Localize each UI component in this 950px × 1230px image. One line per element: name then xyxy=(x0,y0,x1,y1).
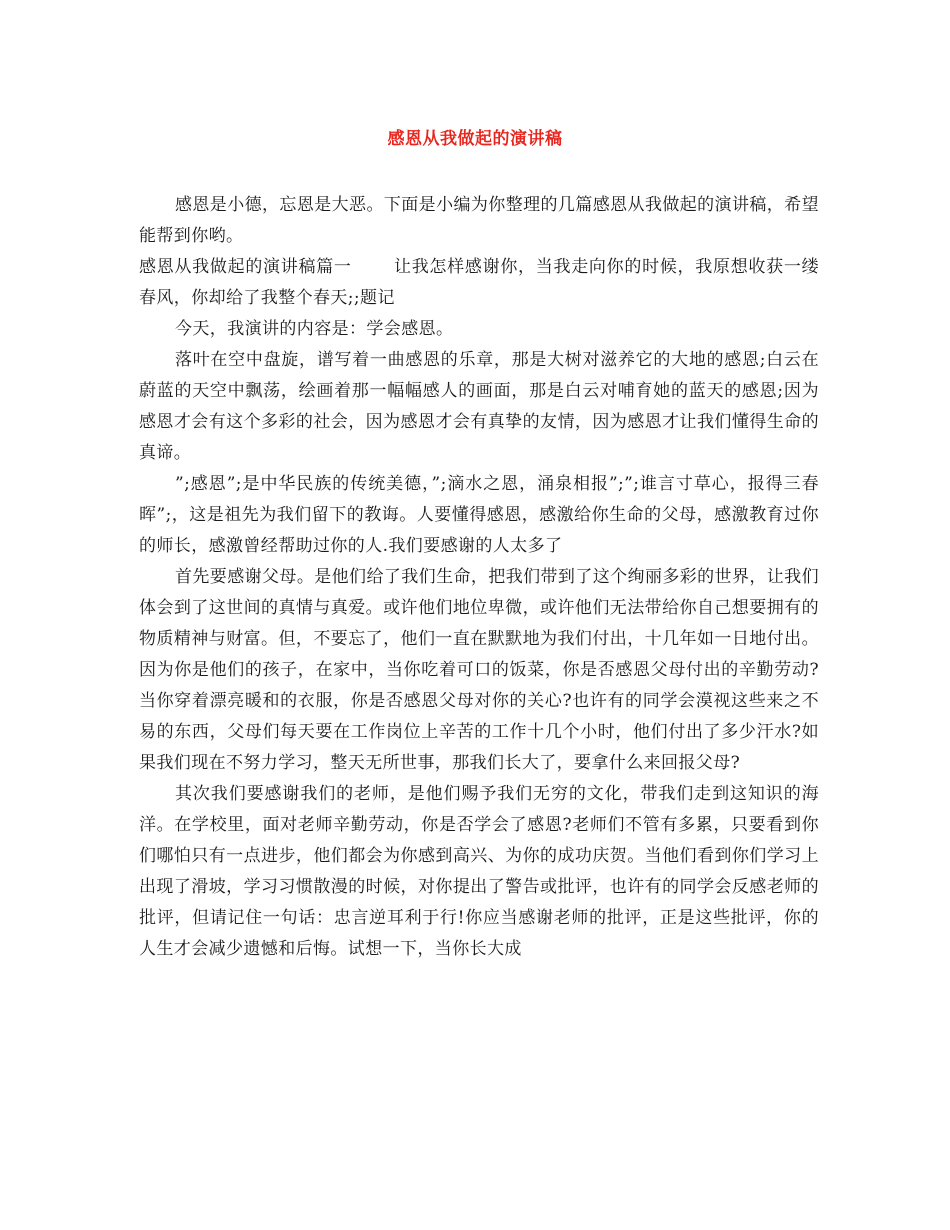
document-title: 感恩从我做起的演讲稿 xyxy=(387,129,563,149)
paragraph-teachers: 其次我们要感谢我们的老师，是他们赐予我们无穷的文化，带我们走到这知识的海洋。在学校里，面对老师辛勤劳动，你是否学会了感恩?老师们不管有多累，只要看到你们哪怕只有一点进步，他们都会为你感到高兴、为你的成功庆贺。当他们看到你们学习上出现了滑坡，学习习惯散漫的时候，对你提出了警告或批评，也许有的同学会反感老师的批评，但请记住一句话：忠言逆耳利于行!你应当感谢老师的批评，正是这些批评，你的人生才会减少遗憾和后悔。试想一下，当你长大成 xyxy=(139,784,819,959)
section-heading: 感恩从我做起的演讲稿篇一 xyxy=(139,257,352,277)
paragraph-nature: 落叶在空中盘旋，谱写着一曲感恩的乐章，那是大树对滋养它的大地的感恩;白云在蔚蓝的天空中飘荡，绘画着那一幅幅感人的画面，那是白云对哺育她的蓝天的感恩;因为感恩才会有这个多彩的社会，因为感恩才会有真挚的友情，因为感恩才让我们懂得生命的真谛。 xyxy=(139,350,819,463)
paragraph-intro: 感恩是小德，忘恩是大恶。下面是小编为你整理的几篇感恩从我做起的演讲稿，希望能帮到你哟。 xyxy=(139,195,819,246)
paragraph-section-one xyxy=(139,252,819,314)
paragraph-parents: 首先要感谢父母。是他们给了我们生命，把我们带到了这个绚丽多彩的世界，让我们体会到了这世间的真情与真爱。或许他们地位卑微，或许他们无法带给你自己想要拥有的物质精神与财富。但，不要忘了，他们一直在默默地为我们付出，十几年如一日地付出。因为你是他们的孩子，在家中，当你吃着可口的饭菜，你是否感恩父母付出的辛勤劳动?当你穿着漂亮暖和的衣服，你是否感恩父母对你的关心?也许有的同学会漠视这些来之不易的东西，父母们每天要在工作岗位上辛苦的工作十几个小时，他们付出了多少汗水?如果我们现在不努力学习，整天无所世事，那我们长大了，要拿什么来回报父母? xyxy=(139,567,819,773)
document-body xyxy=(139,190,819,965)
paragraph-topic: 今天，我演讲的内容是：学会感恩。 xyxy=(175,319,454,339)
epigraph-text: 让我怎样感谢你，当我走向你的时候，我原想收获一缕春风，你却给了我整个春天;;题记 xyxy=(139,257,819,308)
paragraph-tradition: ”;感恩”;是中华民族的传统美德，”;滴水之恩，涌泉相报”;”;谁言寸草心，报得三春晖”;，这是祖先为我们留下的教诲。人要懂得感恩，感激给你生命的父母，感激教育过你的师长，感激曾经帮助过你的人.我们要感谢的人太多了 xyxy=(139,474,819,556)
